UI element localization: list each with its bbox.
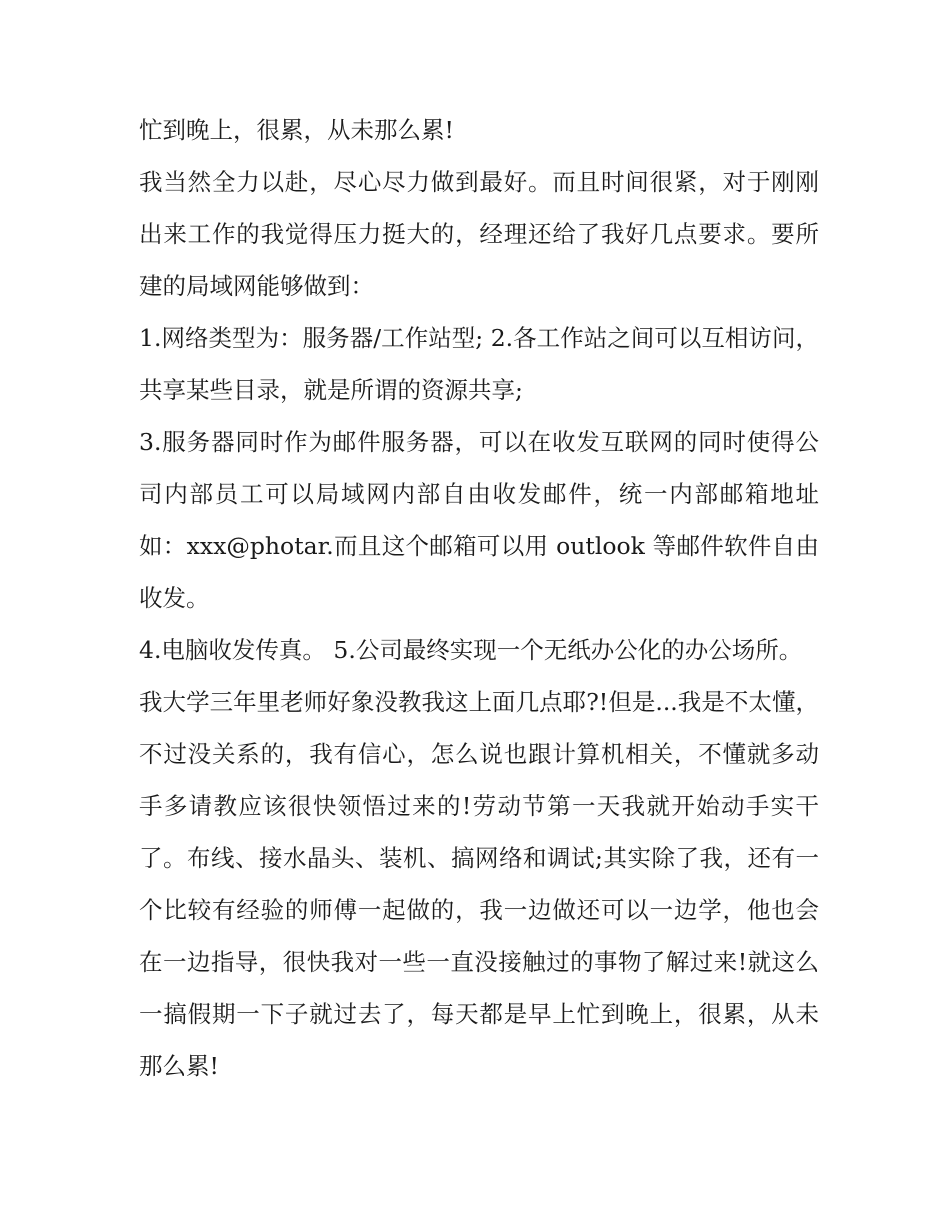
document-body: [139, 104, 819, 1092]
paragraph-5: 4.电脑收发传真。 5.公司最终实现一个无纸办公化的办公场所。: [139, 636, 803, 664]
paragraph-4: 3.服务器同时作为邮件服务器，可以在收发互联网的同时使得公司内部员工可以局域网内部自由收发邮件，统一内部邮箱地址如：xxx@photar.而且这个邮箱可以用 outlook 等邮件软件自由收发。: [139, 428, 819, 612]
paragraph-2: 我当然全力以赴，尽心尽力做到最好。而且时间很紧，对于刚刚出来工作的我觉得压力挺大的，经理还给了我好几点要求。要所建的局域网能够做到：: [139, 168, 819, 300]
paragraph-3: 1.网络类型为：服务器/工作站型; 2.各工作站之间可以互相访问，共享某些目录，就是所谓的资源共享;: [139, 324, 819, 404]
paragraph-6: 我大学三年里老师好象没教我这上面几点耶?!但是...我是不太懂，不过没关系的，我有信心，怎么说也跟计算机相关，不懂就多动手多请教应该很快领悟过来的!劳动节第一天我就开始动手实干了。布线、接水晶头、装机、搞网络和调试;其实除了我，还有一个比较有经验的师傅一起做的，我一边做还可以一边学，他也会在一边指导，很快我对一些一直没接触过的事物了解过来!就这么一搞假期一下子就过去了，每天都是早上忙到晚上，很累，从未那么累!: [139, 688, 819, 1080]
paragraph-1: 忙到晚上，很累，从未那么累!: [139, 116, 454, 144]
